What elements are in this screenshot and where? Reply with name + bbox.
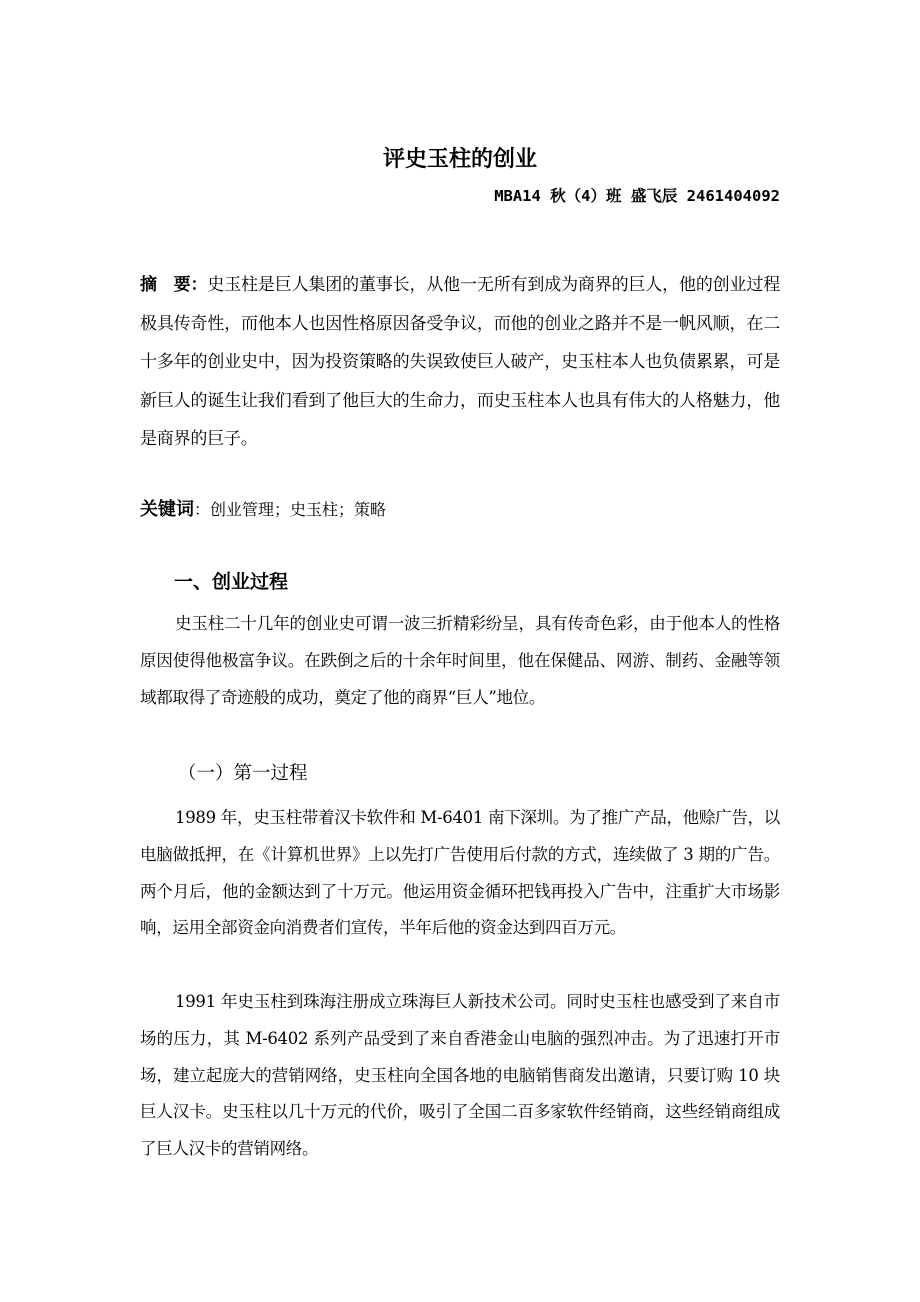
- abstract-label: 摘 要：: [140, 275, 208, 295]
- section-heading: 一、创业过程: [174, 571, 289, 593]
- section-intro-paragraph: 史玉柱二十几年的创业史可谓一波三折精彩纷呈，具有传奇色彩，由于他本人的性格原因使得他极富争议。在跌倒之后的十余年时间里，他在保健品、网游、制药、金融等领域都取得了奇迹般的成功，奠定了他的商界“巨人”地位。: [140, 614, 780, 707]
- keywords-text: ：创业管理；史玉柱；策略: [194, 500, 387, 519]
- author-line: MBA14 秋（4）班 盛飞辰 2461404092: [494, 187, 780, 205]
- abstract-text: 史玉柱是巨人集团的董事长，从他一无所有到成为商界的巨人，他的创业过程极具传奇性，而他本人也因性格原因备受争议，而他的创业之路并不是一帆风顺，在二十多年的创业史中，因为投资策略的失误致使巨人破产，史玉柱本人也负债累累，可是新巨人的诞生让我们看到了他巨大的生命力，而史玉柱本人也具有伟大的人格魅力，他是商界的巨子。: [140, 275, 780, 449]
- keywords-label: 关键词: [140, 499, 194, 520]
- subsection-heading: （一）第一过程: [178, 763, 308, 784]
- body-paragraph: 1991 年史玉柱到珠海注册成立珠海巨人新技术公司。同时史玉柱也感受到了来自市场的压力，其 M-6402 系列产品受到了来自香港金山电脑的强烈冲击。为了迅速打开市场，建立起庞大的营销网络，史玉柱向全国各地的电脑销售商发出邀请，只要订购 10 块巨人汉卡。史玉柱以几十万元的代价，吸引了全国二百多家软件经销商，这些经销商组成了巨人汉卡的营销网络。: [140, 992, 780, 1159]
- document-title: 评史玉柱的创业: [382, 147, 537, 172]
- body-paragraph: 1989 年，史玉柱带着汉卡软件和 M-6401 南下深圳。为了推广产品，他赊广告，以电脑做抵押，在《计算机世界》上以先打广告使用后付款的方式，连续做了 3 期的广告。两个月后，他的金额达到了十万元。他运用资金循环把钱再投入广告中，注重扩大市场影响，运用全部资金向消费者们宣传，半年后他的资金达到四百万元。: [140, 808, 780, 938]
- abstract-paragraph: [140, 266, 780, 459]
- keywords-line: [140, 494, 780, 526]
